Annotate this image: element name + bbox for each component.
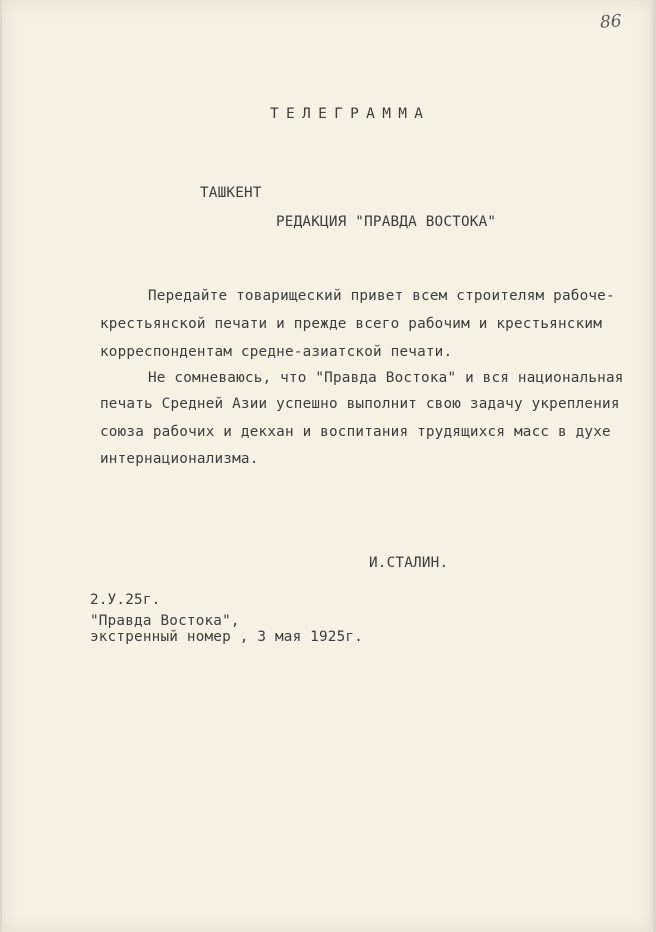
address-recipient: РЕДАКЦИЯ "ПРАВДА ВОСТОКА" [276,214,497,230]
telegram-title: ТЕЛЕГРАММА [270,106,431,122]
document-date: 2.У.25г. [90,592,161,608]
signature: И.СТАЛИН. [369,555,449,571]
paragraph-line: печать Средней Азии успешно выполнит свою задачу укрепления [100,396,620,412]
archive-page-number: 86 [599,11,623,33]
paragraph-line: интернационализма. [100,451,259,467]
paragraph-line: Не сомневаюсь, что "Правда Востока" и вся национальная [148,370,624,386]
paragraph-line: крестьянской печати и прежде всего рабочим и крестьянским [100,316,603,332]
source-line: "Правда Востока", [90,613,240,629]
paragraph-line: союза рабочих и декхан и воспитания трудящихся масс в духе [100,424,611,440]
source-line: экстренный номер , 3 мая 1925г. [90,629,364,645]
paragraph-line: корреспондентам средне-азиатской печати. [100,344,453,360]
document-page [2,0,653,932]
paragraph-line: Передайте товарищеский привет всем строителям рабоче- [148,288,615,304]
address-city: ТАШКЕНТ [200,185,262,201]
